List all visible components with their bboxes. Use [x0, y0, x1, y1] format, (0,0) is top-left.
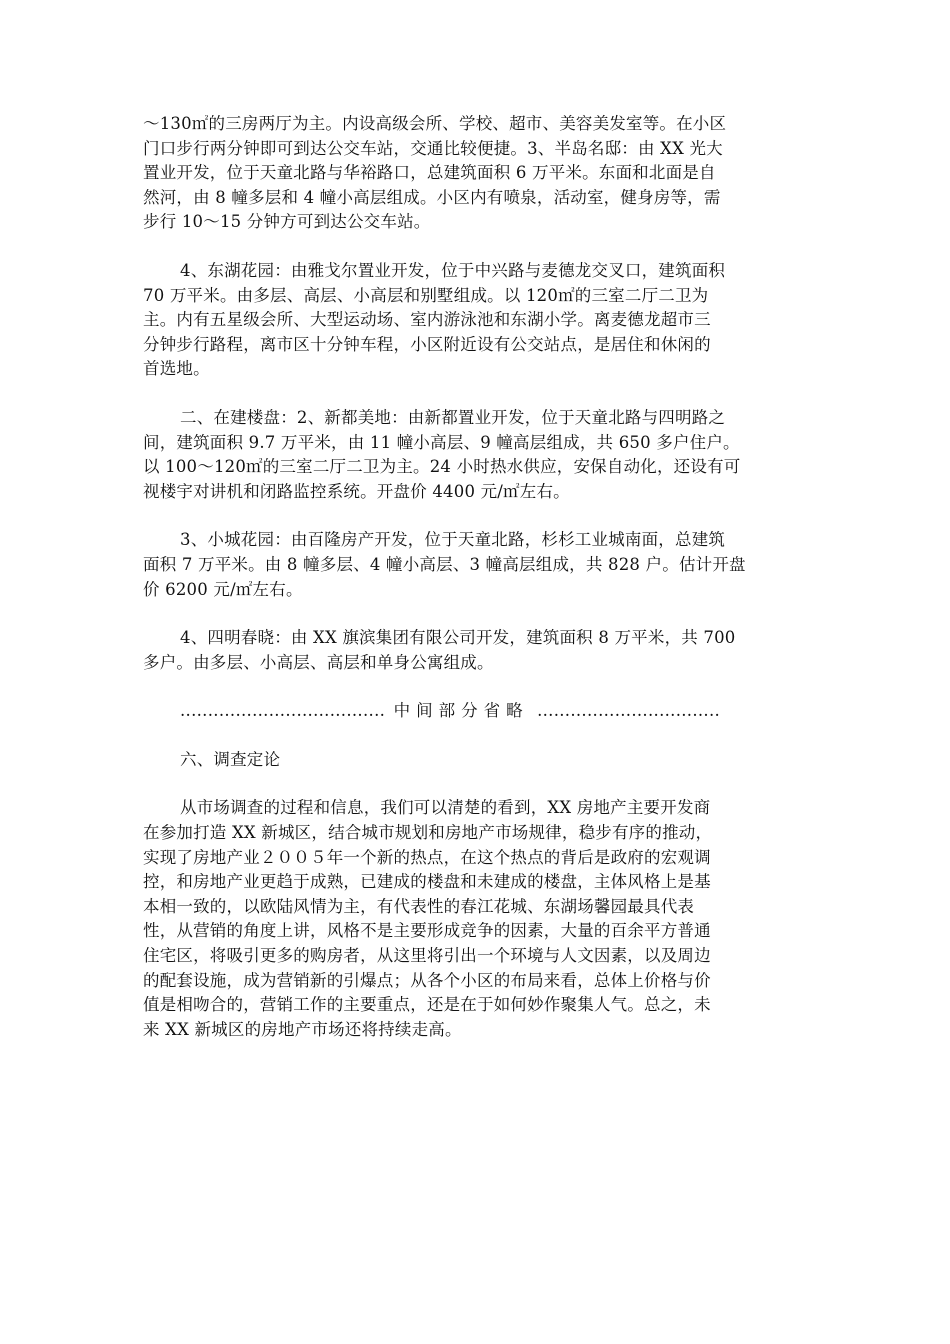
text-line: 实现了房地产业２００５年一个新的热点，在这个热点的背后是政府的宏观调	[143, 847, 711, 867]
text-line: 首选地。	[143, 359, 210, 379]
section-heading-text: 六、调查定论	[180, 749, 281, 769]
text-line: 住宅区，将吸引更多的购房者，从这里将引出一个环境与人文因素，以及周边	[143, 946, 711, 966]
text-line: 门口步行两分钟即可到达公交车站，交通比较便捷。3、半岛名邸：由 XX 光大	[143, 138, 723, 158]
text-line: 3、小城花园：由百隆房产开发，位于天童北路，杉杉工业城南面，总建筑	[180, 530, 726, 550]
text-line: 二、在建楼盘：2、新都美地：由新都置业开发，位于天童北路与四明路之	[180, 407, 726, 427]
omitted-right-dots: .................................	[537, 701, 721, 721]
omitted-text: 中间部分省略	[393, 701, 529, 721]
text-line: 分钟步行路程，离市区十分钟车程，小区附近设有公交站点，是居住和休闲的	[143, 334, 711, 354]
section-heading	[143, 748, 807, 773]
text-line: 价 6200 元/㎡左右。	[143, 579, 303, 599]
text-line: 4、东湖花园：由雅戈尔置业开发，位于中兴路与麦德龙交叉口，建筑面积	[180, 260, 726, 280]
omitted-section-marker	[143, 699, 807, 724]
text-line: 的配套设施，成为营销新的引爆点；从各个小区的布局来看，总体上价格与价	[143, 970, 711, 990]
text-line: 在参加打造 XX 新城区，结合城市规划和房地产市场规律，稳步有序的推动，	[143, 823, 713, 843]
text-line: 值是相吻合的，营销工作的主要重点，还是在于如何妙作聚集人气。总之，未	[143, 995, 711, 1015]
omitted-left-dots: .....................................	[180, 701, 386, 721]
document-body	[143, 112, 807, 1066]
text-line: 本相一致的，以欧陆风情为主，有代表性的春江花城、东湖场馨园最具代表	[143, 896, 695, 916]
text-line: 来 XX 新城区的房地产市场还将持续走高。	[143, 1019, 462, 1039]
text-line: 多户。由多层、小高层、高层和单身公寓组成。	[143, 652, 494, 672]
paragraph-residential-details	[143, 112, 807, 235]
text-line: 70 万平米。由多层、高层、小高层和别墅组成。以 120㎡的三室二厅二卫为	[143, 285, 709, 305]
text-line: 4、四明春晓：由 XX 旗滨集团有限公司开发，建筑面积 8 万平米，共 700	[180, 628, 736, 648]
text-line: 置业开发，位于天童北路与华裕路口，总建筑面积 6 万平米。东面和北面是自	[143, 163, 716, 183]
text-line: 性，从营销的角度上讲，风格不是主要形成竞争的因素，大量的百余平方普通	[143, 921, 711, 941]
text-line: 步行 10～15 分钟方可到达公交车站。	[143, 212, 431, 232]
text-line: 控，和房地产业更趋于成熟，已建成的楼盘和未建成的楼盘，主体风格上是基	[143, 872, 711, 892]
paragraph-under-construction	[143, 406, 807, 504]
text-line: 然河，由 8 幢多层和 4 幢小高层组成。小区内有喷泉，活动室，健身房等，需	[143, 187, 721, 207]
text-line: 以 100～120㎡的三室二厅二卫为主。24 小时热水供应，安保自动化，还设有可	[143, 457, 741, 477]
paragraph-donghu-garden	[143, 259, 807, 382]
paragraph-siming-chunxiao	[143, 626, 807, 675]
text-line: 主。内有五星级会所、大型运动场、室内游泳池和东湖小学。离麦德龙超市三	[143, 310, 711, 330]
text-line: 从市场调查的过程和信息，我们可以清楚的看到，XX 房地产主要开发商	[180, 798, 711, 818]
paragraph-conclusion	[143, 796, 807, 1042]
text-line: ～130㎡的三房两厅为主。内设高级会所、学校、超市、美容美发室等。在小区	[143, 114, 727, 133]
text-line: 间，建筑面积 9.7 万平米，由 11 幢小高层、9 幢高层组成，共 650 多户住户。	[143, 432, 740, 452]
text-line: 面积 7 万平米。由 8 幢多层、4 幢小高层、3 幢高层组成，共 828 户。估计开盘	[143, 554, 746, 574]
text-line: 视楼宇对讲机和闭路监控系统。开盘价 4400 元/㎡左右。	[143, 481, 570, 501]
paragraph-xiaocheng-garden	[143, 528, 807, 602]
